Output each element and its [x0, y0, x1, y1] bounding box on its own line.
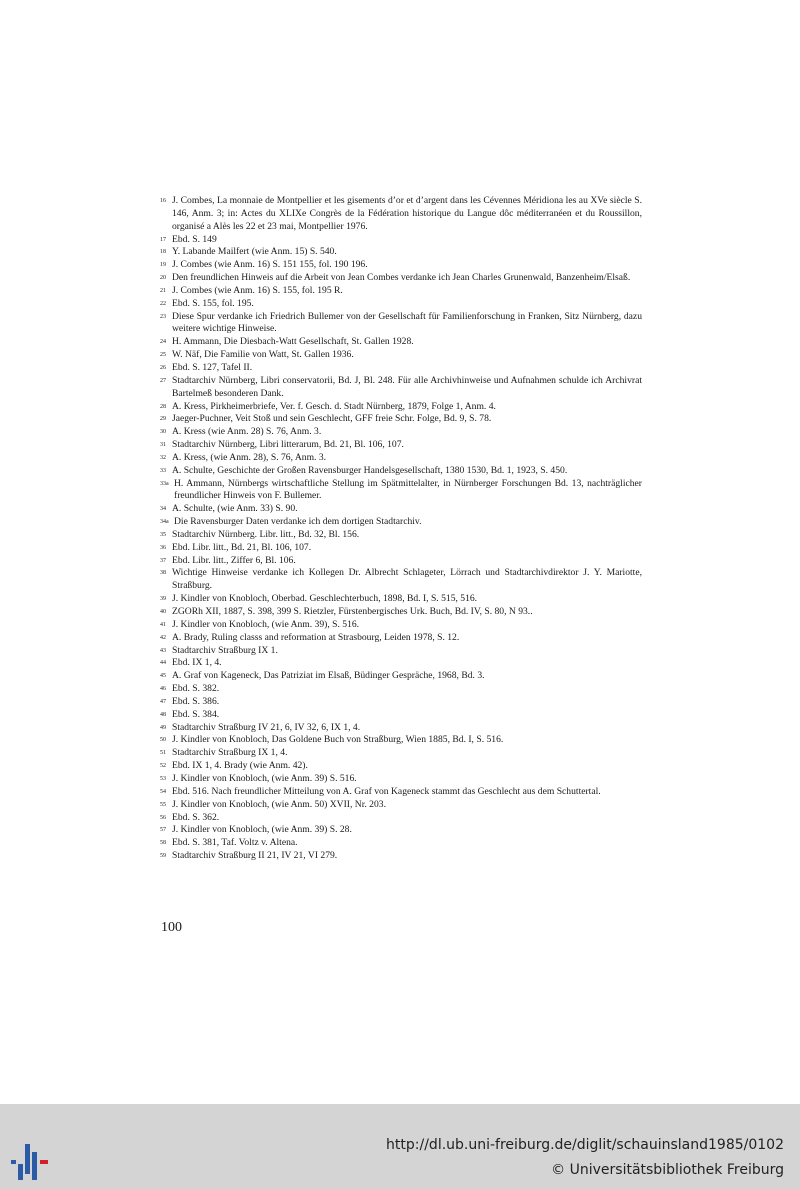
footnote [160, 734, 642, 747]
footnote-text: J. Kindler von Knobloch, Oberbad. Geschlechterbuch, 1898, Bd. I, S. 515, 516. [172, 593, 478, 605]
footnote-text: Stadtarchiv Straßburg IV 21, 6, IV 32, 6, IX 1, 4. [172, 721, 361, 733]
footnote [160, 670, 642, 683]
ub-freiburg-logo-icon[interactable] [10, 1134, 50, 1180]
footnote [160, 362, 642, 375]
footnote [160, 478, 642, 504]
footnote-number: 27 [160, 377, 166, 384]
footnote-number: 26 [160, 364, 166, 371]
footnote [160, 812, 642, 825]
footnote-text: Ebd. S. 127, Tafel II. [172, 361, 253, 373]
footnote-number: 41 [160, 621, 166, 628]
footnote-number: 33 [160, 467, 166, 474]
footnote [160, 709, 642, 722]
footnote [160, 683, 642, 696]
footnote [160, 503, 642, 516]
footnote-text: Ebd. S. 362. [172, 811, 220, 823]
footnote-text: A. Kress, Pirkheimerbriefe, Ver. f. Gesch. d. Stadt Nürnberg, 1879, Folge 1, Anm. 4. [172, 400, 496, 412]
document-url-link[interactable]: http://dl.ub.uni-freiburg.de/diglit/schauinsland1985/0102 [386, 1137, 784, 1153]
footnote-number: 46 [160, 686, 166, 693]
footnote-text: A. Kress (wie Anm. 28) S. 76, Anm. 3. [172, 426, 322, 438]
footnote [160, 555, 642, 568]
footnote-text: Stadtarchiv Nürnberg, Libri litterarum, Bd. 21, Bl. 106, 107. [172, 439, 404, 451]
footnote-text: J. Kindler von Knobloch, (wie Anm. 39) S. 516. [172, 772, 357, 784]
footnote-text: J. Kindler von Knobloch, (wie Anm. 39) S. 28. [172, 824, 352, 836]
footnote-number: 43 [160, 647, 166, 654]
footnote-number: 49 [160, 724, 166, 731]
footnote-text: A. Brady, Ruling classs and reformation at Strasbourg, Leiden 1978, S. 12. [172, 631, 460, 643]
footnote-text: Ebd. IX 1, 4. Brady (wie Anm. 42). [172, 760, 308, 772]
footnote [160, 760, 642, 773]
footnote-text: W. Näf, Die Familie von Watt, St. Gallen 1936. [172, 349, 354, 361]
footnote-number: 48 [160, 711, 166, 718]
footnote-number: 25 [160, 352, 166, 359]
footnote-text: H. Ammann, Die Diesbach-Watt Gesellschaft, St. Gallen 1928. [172, 336, 414, 348]
footnote-number: 52 [160, 763, 166, 770]
footnote-text: Stadtarchiv Straßburg IX 1, 4. [172, 747, 288, 759]
footnote-text: Wichtige Hinweise verdanke ich Kollegen Dr. Albrecht Schlageter, Lörrach und Stadtarchivdirektor J. Y. Mariotte, Straßburg. [172, 567, 642, 592]
footnote-number: 36 [160, 544, 166, 551]
footnote-number: 31 [160, 442, 166, 449]
footnotes-list [160, 195, 642, 863]
footnote-text: Ebd. S. 384. [172, 708, 220, 720]
footnote [160, 799, 642, 812]
footnote-number: 44 [160, 660, 166, 667]
footnote-number: 24 [160, 339, 166, 346]
footnote-number: 53 [160, 775, 166, 782]
footnote-text: A. Graf von Kageneck, Das Patriziat im Elsaß, Büdinger Gespräche, 1968, Bd. 3. [172, 670, 485, 682]
footnote [160, 272, 642, 285]
footnote-number: 34 [160, 506, 166, 513]
footnote-number: 29 [160, 416, 166, 423]
footnote-number: 22 [160, 300, 166, 307]
footnote [160, 747, 642, 760]
footnote-number: 54 [160, 788, 166, 795]
footnote [160, 516, 642, 529]
footnote-text: A. Kress, (wie Anm. 28), S. 76, Anm. 3. [172, 451, 327, 463]
footnote-text: Ebd. S. 386. [172, 695, 220, 707]
footnote [160, 722, 642, 735]
footnote-number: 51 [160, 750, 166, 757]
footnote-number: 16 [160, 198, 166, 204]
footnote-text: Stadtarchiv Straßburg IX 1. [172, 644, 278, 656]
footnote [160, 657, 642, 670]
footnote [160, 349, 642, 362]
footnote-text: Ebd. S. 155, fol. 195. [172, 297, 254, 309]
footnote-text: J. Combes (wie Anm. 16) S. 155, fol. 195 R. [172, 284, 343, 296]
footnote [160, 426, 642, 439]
footnote-number: 19 [160, 262, 166, 269]
footnote-text: Ebd. Libr. litt., Ziffer 6, Bl. 106. [172, 554, 296, 566]
footnote [160, 298, 642, 311]
footnote-text: Stadtarchiv Nürnberg. Libr. litt., Bd. 32, Bl. 156. [172, 528, 360, 540]
footnote-number: 18 [160, 249, 166, 256]
footnote [160, 593, 642, 606]
footnote [160, 619, 642, 632]
footnote-number: 34a [160, 519, 169, 526]
footnote [160, 413, 642, 426]
footnote-text: ZGORh XII, 1887, S. 398, 399 S. Rietzler, Fürstenbergisches Urk. Buch, Bd. IV, S. 80, N 93.. [172, 606, 533, 617]
footnote [160, 837, 642, 850]
footnote-text: A. Schulte, (wie Anm. 33) S. 90. [172, 503, 298, 515]
footnote-text: J. Combes (wie Anm. 16) S. 151 155, fol. 190 196. [172, 259, 368, 271]
footnote-text: Ebd. Libr. litt., Bd. 21, Bl. 106, 107. [172, 541, 312, 553]
footnote [160, 632, 642, 645]
footnote-number: 42 [160, 634, 166, 641]
footnote-number: 33a [160, 480, 169, 487]
footnote [160, 285, 642, 298]
footnote [160, 195, 642, 234]
footnote-number: 30 [160, 429, 166, 436]
footnote-number: 37 [160, 557, 166, 564]
footnote [160, 696, 642, 709]
page-number: 100 [161, 920, 182, 935]
footnote-text: Ebd. IX 1, 4. [172, 657, 222, 669]
footnote-text: J. Kindler von Knobloch, (wie Anm. 39), S. 516. [172, 618, 360, 630]
footnote-text: J. Kindler von Knobloch, Das Goldene Buch von Straßburg, Wien 1885, Bd. I, S. 516. [172, 734, 504, 746]
footnote-text: Jaeger-Puchner, Veit Stoß und sein Geschlecht, GFF freie Schr. Folge, Bd. 9, S. 78. [172, 413, 492, 425]
footnote-text: J. Combes, La monnaie de Montpellier et les gisements d’or et d’argent dans les Cévennes Méridiona les au XVe siècle S. 146, Anm. 3; in: Actes du XLIXe Congrès de la Fédération historique du Langue dôc méditerranéen et du Roussillon, organisé a Alès les 22 et 23 mai, Montpellier 1976. [172, 195, 642, 232]
footnote [160, 529, 642, 542]
footnote-number: 38 [160, 570, 166, 577]
footnote [160, 606, 642, 619]
footnote [160, 786, 642, 799]
footnote-number: 23 [160, 313, 166, 320]
footnote-text: Die Ravensburger Daten verdanke ich dem dortigen Stadtarchiv. [174, 516, 422, 528]
footnote-text: Diese Spur verdanke ich Friedrich Bullemer von der Gesellschaft für Familienforschung in Franken, Sitz Nürnberg, dazu weitere wichtige Hinweise. [172, 310, 642, 335]
footnote-number: 58 [160, 840, 166, 847]
footnote [160, 336, 642, 349]
footnote [160, 259, 642, 272]
footnote [160, 542, 642, 555]
footnote [160, 234, 642, 247]
footnote [160, 246, 642, 259]
footnote-text: Den freundlichen Hinweis auf die Arbeit von Jean Combes verdanke ich Jean Charles Grunenwald, Banzenheim/Elsaß. [172, 272, 631, 284]
footnote [160, 452, 642, 465]
copyright-text: © Universitätsbibliothek Freiburg [551, 1162, 784, 1178]
footnote-number: 32 [160, 454, 166, 461]
footnote-number: 28 [160, 403, 166, 410]
footnote-number: 47 [160, 698, 166, 705]
footnote [160, 850, 642, 863]
footnote-number: 21 [160, 287, 166, 294]
footnote-number: 57 [160, 827, 166, 834]
footnote-text: Stadtarchiv Nürnberg, Libri conservatorii, Bd. J, Bl. 248. Für alle Archivhinweise und Aufnahmen schulde ich Archivrat Bartelmeß besonderen Dank. [172, 374, 642, 399]
footnote-number: 55 [160, 801, 166, 808]
footnote [160, 375, 642, 401]
viewer-footer [0, 1104, 800, 1189]
footnote-number: 17 [160, 236, 166, 243]
footnote-number: 20 [160, 275, 166, 282]
footnote [160, 311, 642, 337]
footnote-text: Ebd. S. 149 [172, 233, 217, 245]
footnote [160, 401, 642, 414]
footnote-text: Ebd. S. 382. [172, 683, 220, 695]
footnote [160, 439, 642, 452]
footnote-text: Stadtarchiv Straßburg II 21, IV 21, VI 279. [172, 850, 338, 862]
footnote-number: 35 [160, 531, 166, 538]
footnote-number: 39 [160, 596, 166, 603]
footnote-number: 50 [160, 737, 166, 744]
footnote-text: Ebd. 516. Nach freundlicher Mitteilung von A. Graf von Kageneck stammt das Geschlecht aus dem Schuttertal. [172, 785, 601, 797]
footnote [160, 645, 642, 658]
footnote-number: 56 [160, 814, 166, 821]
footnote [160, 567, 642, 593]
footnote-text: A. Schulte, Geschichte der Großen Ravensburger Handelsgesellschaft, 1380 1530, Bd. 1, 1923, S. 450. [172, 464, 568, 476]
footnote-number: 45 [160, 673, 166, 680]
footnote [160, 773, 642, 786]
footnote-text: J. Kindler von Knobloch, (wie Anm. 50) XVII, Nr. 203. [172, 798, 386, 810]
footnote-text: Y. Labande Mailfert (wie Anm. 15) S. 540. [172, 246, 337, 258]
footnote-text: Ebd. S. 381, Taf. Voltz v. Altena. [172, 837, 298, 849]
footnote-text: H. Ammann, Nürnbergs wirtschaftliche Stellung im Spätmittelalter, in Nürnberger Forschungen Bd. 13, nachträglicher freundlicher Hinweis von F. Bullemer. [174, 477, 642, 502]
footnote-number: 59 [160, 853, 166, 860]
footnote [160, 465, 642, 478]
footnote-number: 40 [160, 609, 166, 615]
footnote [160, 824, 642, 837]
